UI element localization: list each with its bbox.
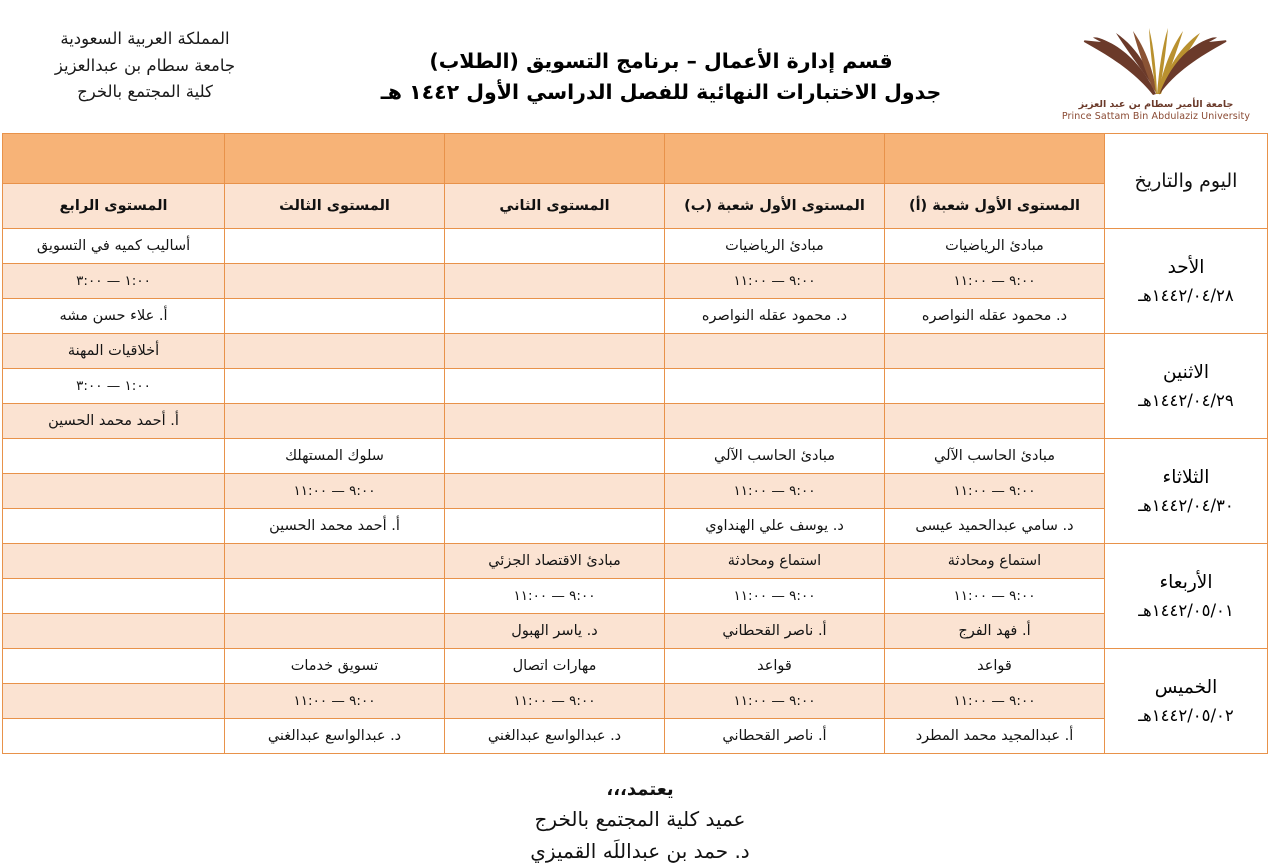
time-cell	[225, 579, 445, 614]
instructor-cell: د. محمود عقله النواصره	[885, 299, 1105, 334]
time-cell	[225, 369, 445, 404]
column-header-level2: المستوى الثاني	[445, 184, 665, 229]
day-date: ١٤٤٢/٠٤/٢٩هـ	[1138, 390, 1234, 410]
column-header-day-date: اليوم والتاريخ	[1105, 134, 1268, 229]
instructor-cell	[885, 404, 1105, 439]
time-cell: ٩:٠٠ — ١١:٠٠	[885, 474, 1105, 509]
logo-name-arabic: جامعة الأمير سطام بن عبد العزيز	[1078, 99, 1234, 110]
course-cell	[665, 334, 885, 369]
table-row	[3, 439, 1268, 474]
table-row	[3, 614, 1268, 649]
time-cell: ٩:٠٠ — ١١:٠٠	[665, 474, 885, 509]
column-header-level4: المستوى الرابع	[3, 184, 225, 229]
time-cell: ٩:٠٠ — ١١:٠٠	[885, 684, 1105, 719]
course-cell	[225, 229, 445, 264]
time-cell	[225, 264, 445, 299]
header-band-cell	[225, 134, 445, 184]
instructor-cell	[445, 299, 665, 334]
time-cell: ٩:٠٠ — ١١:٠٠	[665, 264, 885, 299]
time-cell	[3, 474, 225, 509]
day-date-cell	[1105, 649, 1268, 754]
time-cell: ٩:٠٠ — ١١:٠٠	[665, 684, 885, 719]
instructor-cell: أ. ناصر القحطاني	[665, 719, 885, 754]
day-date: ١٤٤٢/٠٥/٠٢هـ	[1138, 705, 1234, 725]
course-cell: قواعد	[885, 649, 1105, 684]
day-date: ١٤٤٢/٠٥/٠١هـ	[1138, 600, 1234, 620]
table-row	[3, 404, 1268, 439]
course-cell	[3, 544, 225, 579]
instructor-cell	[665, 404, 885, 439]
instructor-cell	[225, 404, 445, 439]
instructor-cell: د. محمود عقله النواصره	[665, 299, 885, 334]
course-cell: استماع ومحادثة	[885, 544, 1105, 579]
table-row	[3, 229, 1268, 264]
time-cell	[885, 369, 1105, 404]
document-title-block	[274, 18, 1048, 108]
instructor-cell: د. سامي عبدالحميد عيسى	[885, 509, 1105, 544]
day-name: الأربعاء	[1159, 571, 1213, 593]
instructor-cell	[3, 509, 225, 544]
instructor-cell: أ. عبدالمجيد محمد المطرد	[885, 719, 1105, 754]
course-cell	[3, 649, 225, 684]
course-cell: مهارات اتصال	[445, 649, 665, 684]
time-cell	[3, 579, 225, 614]
column-header-level1a: المستوى الأول شعبة (أ)	[885, 184, 1105, 229]
course-cell: مبادئ الحاسب الآلي	[665, 439, 885, 474]
time-cell	[445, 264, 665, 299]
instructor-cell: أ. أحمد محمد الحسين	[3, 404, 225, 439]
org-line-university: جامعة سطام بن عبدالعزيز	[54, 55, 236, 75]
time-cell: ٩:٠٠ — ١١:٠٠	[225, 684, 445, 719]
course-cell	[445, 439, 665, 474]
instructor-cell: د. يوسف علي الهنداوي	[665, 509, 885, 544]
instructor-cell	[225, 299, 445, 334]
column-header-level3: المستوى الثالث	[225, 184, 445, 229]
course-cell: أساليب كميه في التسويق	[3, 229, 225, 264]
header-band-cell	[445, 134, 665, 184]
course-cell	[885, 334, 1105, 369]
instructor-cell: أ. ناصر القحطاني	[665, 614, 885, 649]
course-cell	[445, 229, 665, 264]
header-band-cell	[665, 134, 885, 184]
course-cell	[225, 544, 445, 579]
table-row	[3, 684, 1268, 719]
footer-dean-title: عميد كلية المجتمع بالخرج	[534, 807, 746, 832]
course-cell: استماع ومحادثة	[665, 544, 885, 579]
header-band-row	[3, 134, 1268, 184]
course-cell: مبادئ الحاسب الآلي	[885, 439, 1105, 474]
instructor-cell: أ. أحمد محمد الحسين	[225, 509, 445, 544]
day-name: الاثنين	[1162, 361, 1210, 383]
table-row	[3, 544, 1268, 579]
course-cell: قواعد	[665, 649, 885, 684]
document-header	[0, 0, 1280, 133]
table-row	[3, 369, 1268, 404]
organization-block	[16, 18, 274, 106]
instructor-cell: د. عبدالواسع عبدالغني	[225, 719, 445, 754]
university-logo	[1048, 18, 1264, 122]
table-row	[3, 579, 1268, 614]
course-cell	[225, 334, 445, 369]
time-cell	[3, 684, 225, 719]
org-line-kingdom: المملكة العربية السعودية	[60, 29, 230, 48]
time-cell	[665, 369, 885, 404]
instructor-cell	[3, 614, 225, 649]
course-cell: تسويق خدمات	[225, 649, 445, 684]
time-cell	[445, 474, 665, 509]
time-cell: ٩:٠٠ — ١١:٠٠	[225, 474, 445, 509]
instructor-cell: د. ياسر الهبول	[445, 614, 665, 649]
table-row	[3, 334, 1268, 369]
course-cell: سلوك المستهلك	[225, 439, 445, 474]
org-line-college: كلية المجتمع بالخرج	[77, 82, 213, 102]
time-cell	[445, 369, 665, 404]
table-row	[3, 264, 1268, 299]
header-band-cell	[3, 134, 225, 184]
title-department: قسم إدارة الأعمال – برنامج التسويق (الطلاب)	[429, 49, 893, 73]
day-date-cell	[1105, 334, 1268, 439]
instructor-cell: أ. علاء حسن مشه	[3, 299, 225, 334]
footer-dean-name: د. حمد بن عبداللَه القميزي	[530, 839, 750, 864]
instructor-cell	[445, 404, 665, 439]
footer-approval: يعتمد،،،	[606, 779, 674, 800]
table-body	[3, 229, 1268, 754]
course-cell: مبادئ الرياضيات	[665, 229, 885, 264]
table-row	[3, 474, 1268, 509]
exam-schedule-table	[2, 133, 1268, 754]
logo-name-english: Prince Sattam Bin Abdulaziz University	[1061, 111, 1251, 122]
time-cell: ٩:٠٠ — ١١:٠٠	[665, 579, 885, 614]
day-name: الأحد	[1167, 256, 1205, 278]
course-cell	[3, 439, 225, 474]
day-name: الثلاثاء	[1162, 466, 1210, 488]
title-schedule: جدول الاختبارات النهائية للفصل الدراسي الأول ١٤٤٢ هـ	[380, 80, 942, 105]
instructor-cell	[225, 614, 445, 649]
day-date: ١٤٤٢/٠٤/٣٠هـ	[1138, 495, 1234, 515]
course-cell	[445, 334, 665, 369]
time-cell: ٩:٠٠ — ١١:٠٠	[445, 684, 665, 719]
time-cell: ٩:٠٠ — ١١:٠٠	[885, 264, 1105, 299]
logo-book-icon	[1071, 24, 1241, 98]
day-date-cell	[1105, 544, 1268, 649]
course-cell: مبادئ الرياضيات	[885, 229, 1105, 264]
document-footer	[0, 754, 1280, 868]
table-row	[3, 649, 1268, 684]
day-date: ١٤٤٢/٠٤/٢٨هـ	[1138, 285, 1234, 305]
instructor-cell	[3, 719, 225, 754]
time-cell: ٩:٠٠ — ١١:٠٠	[445, 579, 665, 614]
time-cell: ١:٠٠ — ٣:٠٠	[3, 264, 225, 299]
instructor-cell: د. عبدالواسع عبدالغني	[445, 719, 665, 754]
time-cell: ١:٠٠ — ٣:٠٠	[3, 369, 225, 404]
day-date-cell	[1105, 229, 1268, 334]
table-row	[3, 719, 1268, 754]
instructor-cell: أ. فهد الفرج	[885, 614, 1105, 649]
day-name: الخميس	[1154, 676, 1218, 698]
column-header-level1b: المستوى الأول شعبة (ب)	[665, 184, 885, 229]
course-cell: مبادئ الاقتصاد الجزئي	[445, 544, 665, 579]
table-row	[3, 509, 1268, 544]
table-head	[3, 134, 1268, 229]
column-headers-row	[3, 184, 1268, 229]
course-cell: أخلاقيات المهنة	[3, 334, 225, 369]
schedule-table-wrapper	[0, 133, 1280, 754]
time-cell: ٩:٠٠ — ١١:٠٠	[885, 579, 1105, 614]
day-date-cell	[1105, 439, 1268, 544]
table-row	[3, 299, 1268, 334]
header-band-cell	[885, 134, 1105, 184]
instructor-cell	[445, 509, 665, 544]
